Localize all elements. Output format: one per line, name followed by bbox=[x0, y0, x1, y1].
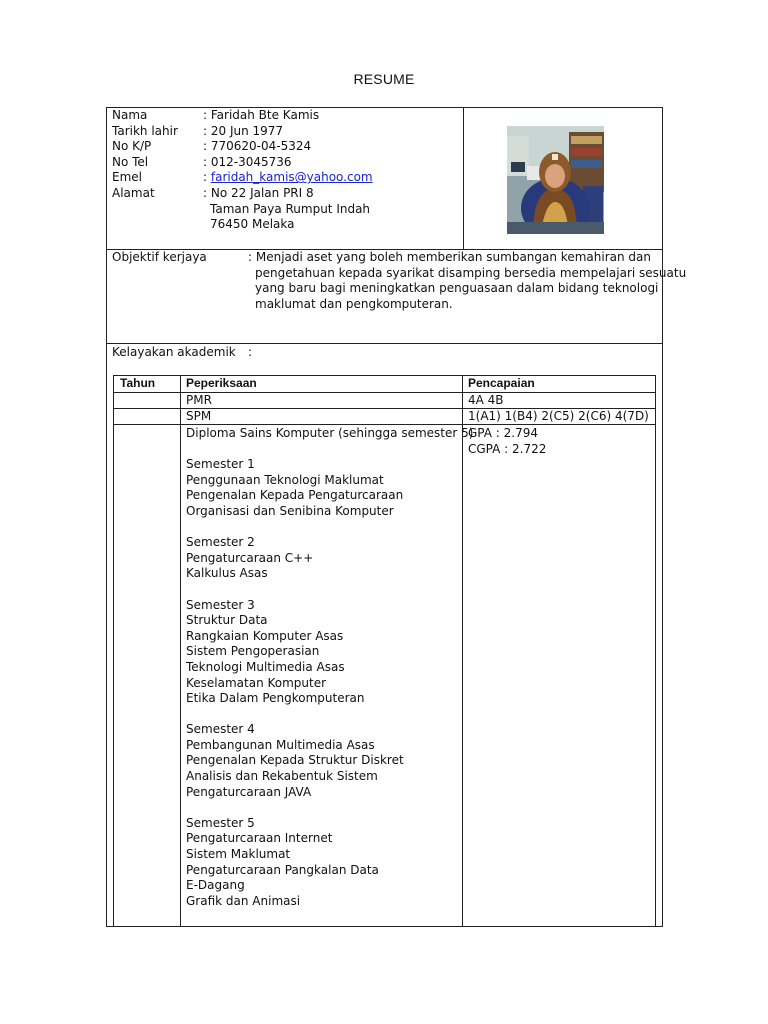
academic-colon: : bbox=[248, 345, 253, 359]
objective-line: : Menjadi aset yang boleh memberikan sumbangan kemahiran dan bbox=[248, 250, 651, 264]
course-line: Pembangunan Multimedia Asas bbox=[186, 737, 375, 752]
course-line: Etika Dalam Pengkomputeran bbox=[186, 691, 365, 706]
row-pmr-result: 4A 4B bbox=[468, 393, 504, 407]
header-pencapaian: Pencapaian bbox=[468, 376, 535, 390]
course-line: Kalkulus Asas bbox=[186, 566, 268, 581]
label-no-tel: No Tel bbox=[112, 154, 149, 169]
divider-objective bbox=[106, 343, 663, 344]
email-link[interactable]: faridah_kamis@yahoo.com bbox=[210, 170, 373, 185]
divider-photo bbox=[463, 107, 464, 250]
objective-line: yang baru bagi meningkatkan penguasaan dalam bidang teknologi bbox=[255, 281, 659, 296]
objective-text bbox=[248, 250, 686, 312]
personal-values bbox=[203, 108, 373, 233]
header-tahun: Tahun bbox=[120, 376, 156, 390]
objective-line: maklumat dan pengkomputeran. bbox=[255, 296, 453, 311]
address-line-2: Taman Paya Rumput Indah bbox=[210, 201, 371, 216]
label-tarikh-lahir: Tarikh lahir bbox=[112, 123, 178, 138]
value-no-tel: : 012-3045736 bbox=[203, 154, 292, 169]
course-line: Teknologi Multimedia Asas bbox=[186, 659, 345, 674]
course-line: Pengaturcaraan JAVA bbox=[186, 784, 312, 799]
header-peperiksaan: Peperiksaan bbox=[186, 376, 257, 390]
table-col-divider-1 bbox=[180, 375, 181, 927]
course-line: Rangkaian Komputer Asas bbox=[186, 628, 344, 643]
course-line: Semester 1 bbox=[186, 457, 255, 472]
academic-label: Kelayakan akademik bbox=[112, 345, 236, 359]
profile-photo bbox=[507, 126, 604, 234]
label-nama: Nama bbox=[112, 108, 148, 122]
course-line: Analisis dan Rekabentuk Sistem bbox=[186, 769, 378, 784]
label-no-kp: No K/P bbox=[112, 139, 152, 154]
course-line: Sistem Pengoperasian bbox=[186, 644, 320, 659]
course-line: Pengaturcaraan C++ bbox=[186, 550, 314, 565]
cgpa-line: CGPA : 2.722 bbox=[468, 441, 547, 456]
value-nama: : Faridah Bte Kamis bbox=[203, 108, 320, 122]
course-line: Semester 4 bbox=[186, 722, 255, 737]
course-line: Diploma Sains Komputer (sehingga semester 5) bbox=[186, 426, 474, 440]
course-line: Pengenalan Kepada Struktur Diskret bbox=[186, 753, 404, 768]
value-tarikh-lahir: : 20 Jun 1977 bbox=[203, 123, 284, 138]
course-line: Penggunaan Teknologi Maklumat bbox=[186, 472, 384, 487]
row-spm-result: 1(A1) 1(B4) 2(C5) 2(C6) 4(7D) bbox=[468, 409, 649, 423]
course-line: Semester 2 bbox=[186, 535, 255, 550]
objective-line: pengetahuan kepada syarikat disamping bersedia mempelajari sesuatu bbox=[255, 265, 687, 280]
course-line: Organisasi dan Senibina Komputer bbox=[186, 503, 394, 518]
row-pmr-exam: PMR bbox=[186, 393, 212, 407]
emel-prefix: : bbox=[203, 170, 211, 185]
personal-labels bbox=[112, 108, 178, 202]
label-emel: Emel bbox=[112, 170, 142, 185]
course-line: Struktur Data bbox=[186, 613, 268, 628]
spacer-line bbox=[186, 582, 473, 598]
spacer-line bbox=[186, 442, 473, 458]
course-line: Pengaturcaraan Internet bbox=[186, 831, 333, 846]
label-alamat: Alamat bbox=[112, 185, 155, 200]
course-line: Semester 3 bbox=[186, 597, 255, 612]
row-spm-exam: SPM bbox=[186, 409, 212, 423]
course-line: Sistem Maklumat bbox=[186, 847, 291, 862]
course-line: Grafik dan Animasi bbox=[186, 893, 301, 908]
page-title: RESUME bbox=[353, 71, 415, 87]
spacer-line bbox=[186, 520, 473, 536]
course-line: Pengenalan Kepada Pengaturcaraan bbox=[186, 488, 404, 503]
spacer-line bbox=[186, 800, 473, 816]
row-diploma-exam bbox=[186, 426, 473, 909]
course-line: Pengaturcaraan Pangkalan Data bbox=[186, 862, 379, 877]
course-line: E-Dagang bbox=[186, 878, 245, 893]
spacer-line bbox=[186, 707, 473, 723]
objective-label: Objektif kerjaya bbox=[112, 250, 207, 264]
gpa-line: GPA : 2.794 bbox=[468, 426, 539, 440]
course-line: Semester 5 bbox=[186, 815, 255, 830]
course-line: Keselamatan Komputer bbox=[186, 675, 327, 690]
value-emel bbox=[203, 170, 373, 186]
row-diploma-result bbox=[468, 426, 546, 457]
address-line-3: 76450 Melaka bbox=[210, 217, 295, 232]
value-alamat: : No 22 Jalan PRI 8 bbox=[203, 185, 314, 200]
value-no-kp: : 770620-04-5324 bbox=[203, 139, 312, 154]
